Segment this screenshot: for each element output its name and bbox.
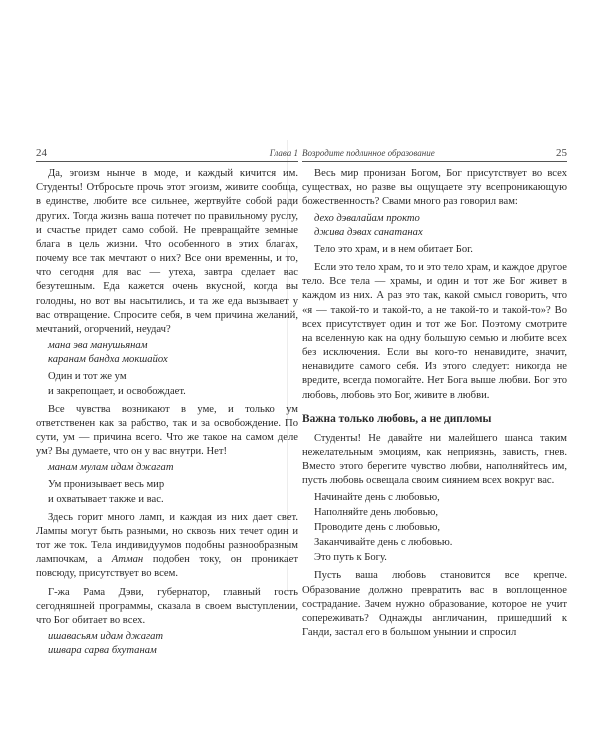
right-paragraph-3: Студенты! Не давайте ни малейшего шанса таким нежелательным эмоциям, как неприязнь, зависть, гнев. Вместо этого берегите чувство любви, наполняйтесь им, пусть любовь освещала своим сиянием всех вокруг вас. <box>302 432 567 487</box>
left-translation-2 <box>36 478 298 506</box>
verse-line: дехо дэвалайам прокто <box>314 212 420 224</box>
verse-line: каранам бандха мокшайох <box>48 354 168 366</box>
translation-line: и охватывает также и вас. <box>48 493 164 505</box>
right-paragraph-4: Пусть ваша любовь становится все крепче. Образование должно превратить вас в воплощенное сострадание. Зачем нужно образование, которое не учит сопереживать? Однажды англичанин, пришедший к Ганди, застал его в большом унынии и спросил <box>302 570 567 639</box>
left-verse-2 <box>36 461 298 475</box>
left-paragraph-1: Да, эгоизм нынче в моде, и каждый кичится им. Студенты! Отбросьте прочь этот эгоизм, живите сообща, в единстве, любите все сильнее, жертвуйте собой ради других. Тогда жизнь ваша потечет по правильному руслу, и счастье придет само собой. Не превращайте земные блага в цель жизни. Что особенного в этих благах, почему все так мечтают о них? Все они временны, и то, что сегодня для вас — утеха, завтра сделает вас безутешным. Еда кажется очень вкусной, когда вы голодны, но вот вы насытились, и та же еда вызывает у вас отвращение. Спросите себя, в чем причина желаний, мечтаний, огорчений, неудач? <box>36 168 298 335</box>
left-verse-1 <box>36 339 298 367</box>
poem-line: Это путь к Богу. <box>314 552 387 564</box>
verse-line: ишавасьям идам джагат <box>48 631 164 642</box>
left-translation-1 <box>36 370 298 398</box>
poem-line: Проводите день с любовью, <box>314 522 441 534</box>
right-running-head <box>302 146 567 162</box>
poem-line: Наполняйте день любовью, <box>314 507 439 519</box>
translation-line: Ум пронизывает весь мир <box>48 479 165 491</box>
left-running-head <box>36 146 298 162</box>
right-verse-1 <box>302 212 567 240</box>
left-verse-3 <box>36 630 298 658</box>
poem-line: Начинайте день с любовью, <box>314 492 440 504</box>
left-page-number: 24 <box>36 147 47 159</box>
text-run: Здесь горит много ламп, и каждая из них дает свет. Лампы могут быть разными, но сквозь них течет один и тот же ток. Тела индивидуумов подобны разнообразным лампочкам, а <box>36 511 298 566</box>
right-page-number: 25 <box>556 147 567 159</box>
section-heading: Важна только любовь, а не дипломы <box>302 412 492 425</box>
left-paragraph-2: Все чувства возникают в уме, и только ум ответственен как за рабство, так и за освобождение. По сути, ум — причина всего. Что же такое на самом деле ум? Вы думаете, что он у вас внутри. Нет! <box>36 403 298 458</box>
right-paragraph-1: Весь мир пронизан Богом, Бог присутствует во всех существах, но разве вы ощущаете эту всепроникающую божественность? Свами много раз говорил вам: <box>302 168 567 208</box>
verse-line: джива дэвах санатанах <box>314 226 423 238</box>
translation-line: и закрепощает, и освобождает. <box>48 385 186 397</box>
left-paragraph-4: Г-жа Рама Дэви, губернатор, главный гость сегодняшней программы, сказала в своем выступлении, что Бог обитает во всех. <box>36 586 298 626</box>
right-running-title: Возродите подлинное образование <box>302 148 435 158</box>
right-paragraph-2: Если это тело храм, то и это тело храм, и каждое другое тело. Все тела — храмы, и один и тот же Бог живет в каждом из них. А раз это так, какой смысл говорить, что «я — такой-то и такой-то, а не такой-то и такой-то»? Во всех присутствует один и тот же Бог. Поэтому смотрите на вселенную как на одну большую семью и любите всех без исключения. Если вы кого-то ненавидите, значит, ненавидите самого себя. Из этого следует: никогда не вредите, всегда помогайте. Нет Бога выше любви. Бог это любовь, любовь это Бог, живите в любви. <box>302 262 567 401</box>
translation-line: Один и тот же ум <box>48 371 127 383</box>
right-poem-love <box>302 490 567 565</box>
verse-line: манам мулам идам джагат <box>48 462 174 474</box>
poem-line: Заканчивайте день с любовью. <box>314 537 453 549</box>
verse-line: ишвара сарва бхутанам <box>48 645 157 657</box>
right-translation-1 <box>302 243 567 257</box>
verse-line: мана эва манушьянам <box>48 340 148 352</box>
translation-line: Тело это храм, и в нем обитает Бог. <box>314 243 473 255</box>
left-page <box>36 146 298 661</box>
text-run: подобен току, он проникает повсюду, присутствует во всем. <box>36 554 298 580</box>
right-page <box>302 146 567 640</box>
atman-term: Атман <box>111 554 144 566</box>
left-running-title: Глава 1 <box>269 148 298 158</box>
left-paragraph-3 <box>36 511 298 582</box>
